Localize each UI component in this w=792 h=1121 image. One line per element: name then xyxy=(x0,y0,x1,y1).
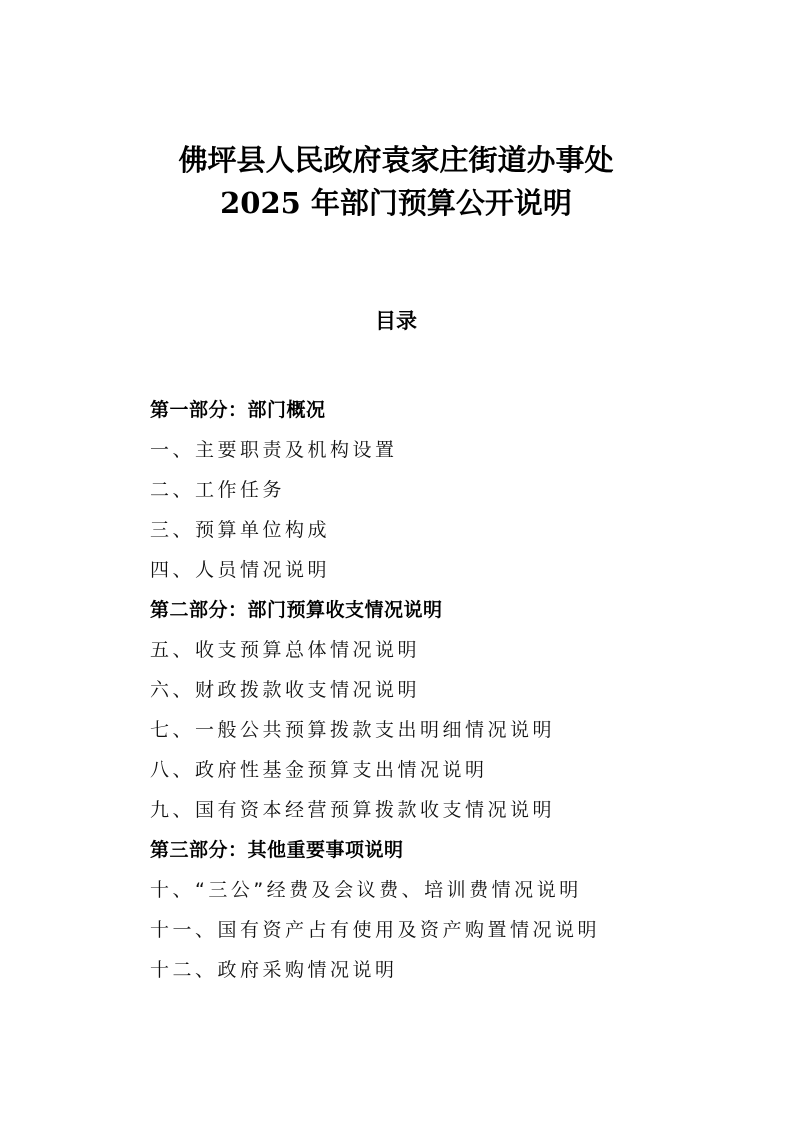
document-title-line-1: 佛坪县人民政府袁家庄街道办事处 xyxy=(178,143,614,177)
document-title-line-2: 2025 年部门预算公开说明 xyxy=(220,186,572,220)
toc-part-2: 第二部分：部门预算收支情况说明 xyxy=(150,599,443,621)
toc-entry-7: 七、一般公共预算拨款支出明细情况说明 xyxy=(150,719,556,741)
toc-part-3: 第三部分：其他重要事项说明 xyxy=(150,839,404,861)
toc-entry-4: 四、人员情况说明 xyxy=(150,559,331,581)
toc-entry-11: 十一、国有资产占有使用及资产购置情况说明 xyxy=(150,919,601,941)
toc-entry-9: 九、国有资本经营预算拨款收支情况说明 xyxy=(150,799,556,821)
toc-entry-8: 八、政府性基金预算支出情况说明 xyxy=(150,759,488,781)
toc-entry-1: 一、主要职责及机构设置 xyxy=(150,439,398,461)
toc-entry-6: 六、财政拨款收支情况说明 xyxy=(150,679,421,701)
table-of-contents xyxy=(150,390,750,990)
toc-entry-2: 二、工作任务 xyxy=(150,479,286,501)
toc-entry-10: 十、“三公”经费及会议费、培训费情况说明 xyxy=(150,879,582,901)
toc-heading: 目录 xyxy=(375,309,417,333)
toc-entry-12: 十二、政府采购情况说明 xyxy=(150,959,398,981)
toc-entry-3: 三、预算单位构成 xyxy=(150,519,331,541)
toc-part-1: 第一部分：部门概况 xyxy=(150,399,326,421)
toc-entry-5: 五、收支预算总体情况说明 xyxy=(150,639,421,661)
